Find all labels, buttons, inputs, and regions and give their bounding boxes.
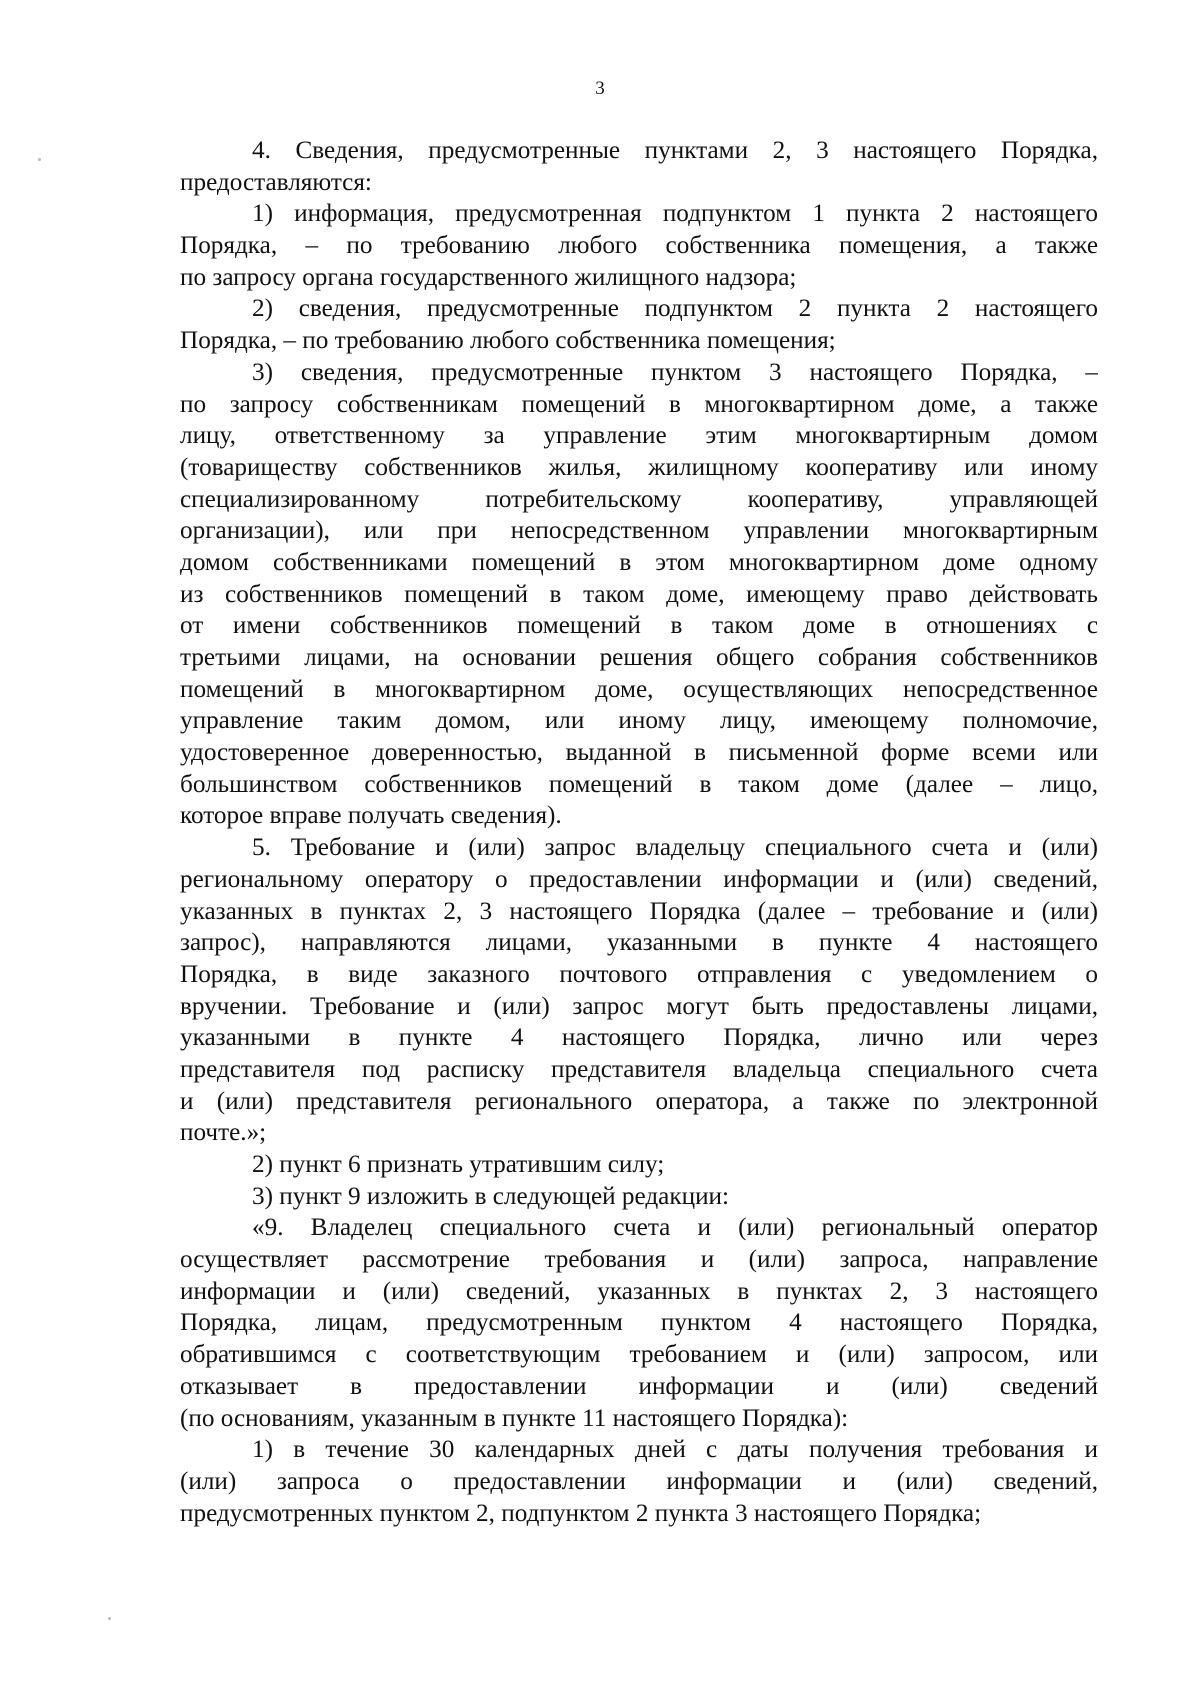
text-line: (или) запроса о предоставлении информации и (или) сведений,: [180, 1467, 1098, 1495]
text-line: организации), или при непосредственном управлении многоквартирным: [180, 517, 1098, 545]
text-line: предусмотренных пунктом 2, подпунктом 2 пункта 3 настоящего Порядка;: [180, 1499, 982, 1527]
text-line: региональному оператору о предоставлении информации и (или) сведений,: [180, 865, 1098, 893]
text-line: лицу, ответственному за управление этим многоквартирным домом: [180, 422, 1098, 450]
text-line: Порядка, – по требованию любого собственника помещения;: [180, 327, 836, 355]
text-line: «9. Владелец специального счета и (или) региональный оператор: [252, 1214, 1098, 1242]
text-line: которое вправе получать сведения).: [180, 802, 562, 830]
page-number: 3: [595, 78, 605, 99]
scan-speck: [108, 1617, 111, 1620]
text-line: Порядка, в виде заказного почтового отправления с уведомлением о: [180, 960, 1098, 988]
text-line: почте.»;: [180, 1119, 267, 1147]
text-line: управление таким домом, или иному лицу, имеющему полномочие,: [180, 707, 1098, 735]
text-line: из собственников помещений в таком доме, имеющему право действовать: [180, 580, 1098, 608]
text-line: запрос), направляются лицами, указанными в пункте 4 настоящего: [180, 929, 1098, 957]
text-line: представителя под расписку представителя владельца специального счета: [180, 1055, 1098, 1083]
text-line: по запросу собственникам помещений в многоквартирном доме, а также: [180, 390, 1098, 418]
text-line: отказывает в предоставлении информации и (или) сведений: [180, 1372, 1098, 1400]
text-line: обратившимся с соответствующим требованием и (или) запросом, или: [180, 1341, 1098, 1369]
text-line: и (или) представителя регионального оператора, а также по электронной: [180, 1087, 1098, 1115]
text-line: информации и (или) сведений, указанных в пунктах 2, 3 настоящего: [180, 1277, 1098, 1305]
text-line: 3) пункт 9 изложить в следующей редакции:: [252, 1182, 730, 1210]
text-line: помещений в многоквартирном доме, осуществляющих непосредственное: [180, 675, 1098, 703]
text-line: специализированному потребительскому кооперативу, управляющей: [180, 485, 1098, 513]
text-line: (по основаниям, указанным в пункте 11 настоящего Порядка):: [180, 1404, 849, 1432]
text-line: от имени собственников помещений в таком доме в отношениях с: [180, 612, 1098, 640]
text-line: 4. Сведения, предусмотренные пунктами 2, 3 настоящего Порядка,: [252, 137, 1098, 164]
text-line: 1) в течение 30 календарных дней с даты получения требования и: [252, 1436, 1098, 1464]
text-line: третьими лицами, на основании решения общего собрания собственников: [180, 644, 1098, 671]
text-line: удостоверенное доверенностью, выданной в письменной форме всеми или: [180, 739, 1098, 767]
text-line: домом собственниками помещений в этом многоквартирном доме одному: [180, 548, 1098, 576]
text-line: 5. Требование и (или) запрос владельцу специального счета и (или): [252, 834, 1098, 862]
document-body: [180, 135, 1098, 1529]
text-line: 2) сведения, предусмотренные подпунктом 2 пункта 2 настоящего: [252, 295, 1098, 323]
text-line: большинством собственников помещений в таком доме (далее – лицо,: [180, 770, 1098, 798]
text-line: 1) информация, предусмотренная подпунктом 1 пункта 2 настоящего: [252, 200, 1098, 228]
scan-speck: [38, 158, 41, 161]
text-line: вручении. Требование и (или) запрос могут быть предоставлены лицами,: [180, 992, 1098, 1020]
text-line: указанных в пунктах 2, 3 настоящего Порядка (далее – требование и (или): [180, 897, 1098, 925]
text-line: 3) сведения, предусмотренные пунктом 3 настоящего Порядка, –: [252, 358, 1098, 386]
text-line: осуществляет рассмотрение требования и (или) запроса, направление: [180, 1246, 1098, 1274]
text-line: Порядка, лицам, предусмотренным пунктом 4 настоящего Порядка,: [180, 1309, 1098, 1337]
text-line: Порядка, – по требованию любого собственника помещения, а также: [180, 232, 1098, 260]
text-line: указанными в пункте 4 настоящего Порядка, лично или через: [180, 1024, 1098, 1052]
text-line: (товариществу собственников жилья, жилищному кооперативу или иному: [180, 453, 1098, 481]
text-line: по запросу органа государственного жилищного надзора;: [180, 263, 797, 291]
text-line: предоставляются:: [180, 168, 372, 196]
text-line: 2) пункт 6 признать утратившим силу;: [252, 1151, 665, 1178]
